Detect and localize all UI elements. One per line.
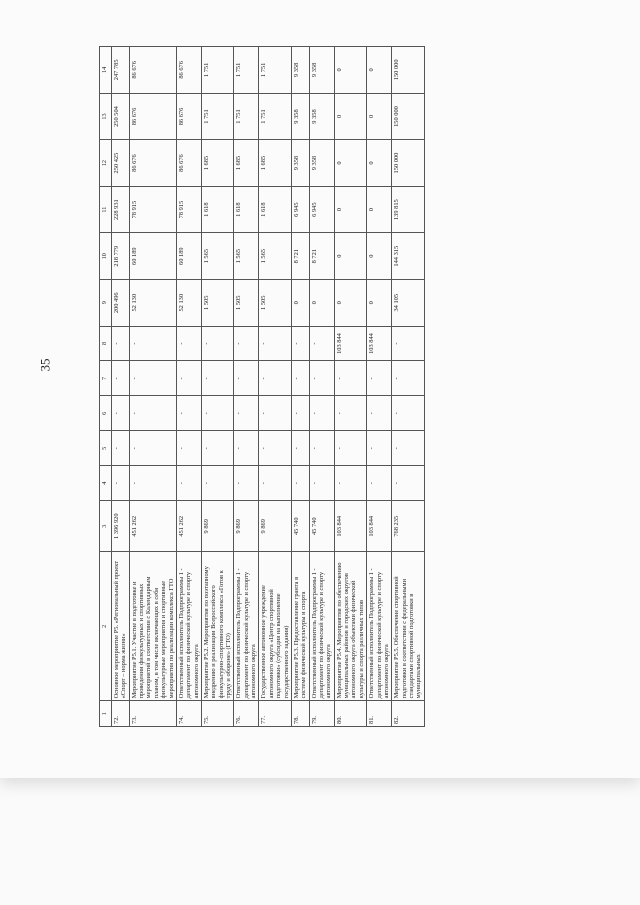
amount-cell: 6 945 <box>309 186 334 233</box>
amount-cell: - <box>234 466 259 501</box>
amount-cell: 86 676 <box>176 93 201 140</box>
amount-cell: 86 676 <box>176 140 201 187</box>
table-row <box>291 47 309 727</box>
amount-cell: - <box>334 396 366 431</box>
amount-cell: 0 <box>291 279 309 326</box>
amount-cell: - <box>334 466 366 501</box>
amount-cell: - <box>259 466 291 501</box>
amount-cell: - <box>234 326 259 361</box>
amount-cell: 52 130 <box>129 279 176 326</box>
column-header: 1 <box>100 701 112 727</box>
page-number: 35 <box>37 358 53 372</box>
amount-cell: 1 618 <box>234 186 259 233</box>
table-row <box>129 47 176 727</box>
amount-cell: 9 869 <box>234 501 259 552</box>
amount-cell: 0 <box>367 279 392 326</box>
amount-cell: 9 358 <box>309 47 334 94</box>
amount-cell: 60 189 <box>176 233 201 280</box>
amount-cell: - <box>367 396 392 431</box>
amount-cell: - <box>291 466 309 501</box>
amount-cell: 103 844 <box>367 326 392 361</box>
amount-cell: 103 844 <box>367 501 392 552</box>
amount-cell: 52 130 <box>176 279 201 326</box>
amount-cell: 1 751 <box>201 93 233 140</box>
activity-name-cell: Мероприятие Р5.2. Мероприятия по поэтапному внедрению и реализации Всероссийского физкультурно-спортивного комплекса «Готов к труду и обороне» (ГТО) <box>201 552 233 701</box>
amount-cell: - <box>259 361 291 396</box>
amount-cell: 1 565 <box>201 233 233 280</box>
amount-cell: - <box>176 396 201 431</box>
amount-cell: 0 <box>309 279 334 326</box>
column-header: 5 <box>100 431 112 466</box>
amount-cell: - <box>367 466 392 501</box>
column-header: 13 <box>100 93 112 140</box>
rotated-table-wrapper <box>99 46 575 727</box>
amount-cell: 247 785 <box>112 47 130 94</box>
amount-cell: 0 <box>334 233 366 280</box>
column-header: 7 <box>100 361 112 396</box>
amount-cell: - <box>201 431 233 466</box>
amount-cell: 250 504 <box>112 93 130 140</box>
column-header: 12 <box>100 140 112 187</box>
row-number-cell: 79. <box>309 701 334 727</box>
amount-cell: - <box>112 396 130 431</box>
amount-cell: 144 315 <box>392 233 424 280</box>
amount-cell: - <box>291 396 309 431</box>
amount-cell: - <box>129 431 176 466</box>
table-row <box>367 47 392 727</box>
amount-cell: - <box>291 326 309 361</box>
amount-cell: - <box>129 466 176 501</box>
amount-cell: 0 <box>367 93 392 140</box>
amount-cell: - <box>176 431 201 466</box>
amount-cell: 86 676 <box>176 47 201 94</box>
amount-cell: 1 505 <box>201 279 233 326</box>
activity-name-cell: Ответственный исполнитель Подпрограммы 1 - департамент по физической культуре и спорту автономного округа <box>367 552 392 701</box>
amount-cell: - <box>129 326 176 361</box>
amount-cell: 6 945 <box>291 186 309 233</box>
row-number-cell: 78. <box>291 701 309 727</box>
table-row <box>234 47 259 727</box>
column-header: 2 <box>100 552 112 701</box>
column-header: 11 <box>100 186 112 233</box>
amount-cell: - <box>392 466 424 501</box>
column-header: 8 <box>100 326 112 361</box>
budget-table <box>99 46 425 727</box>
amount-cell: 0 <box>334 186 366 233</box>
amount-cell: - <box>291 431 309 466</box>
amount-cell: 8 721 <box>291 233 309 280</box>
amount-cell: - <box>201 396 233 431</box>
activity-name-cell: Мероприятие Р5.3. Предоставление гранта в системе физической культуры и спорта <box>291 552 309 701</box>
activity-name-cell: Государственное автономное учреждение автономного округа «Центр спортивной подготовки» (субсидия на выполнение государственного задания) <box>259 552 291 701</box>
amount-cell: 1 396 920 <box>112 501 130 552</box>
amount-cell: 34 105 <box>392 279 424 326</box>
column-header: 14 <box>100 47 112 94</box>
amount-cell: 78 915 <box>176 186 201 233</box>
row-number-cell: 75. <box>201 701 233 727</box>
amount-cell: 139 815 <box>392 186 424 233</box>
amount-cell: - <box>392 326 424 361</box>
amount-cell: - <box>392 431 424 466</box>
amount-cell: - <box>112 466 130 501</box>
amount-cell: 78 915 <box>129 186 176 233</box>
amount-cell: 0 <box>367 233 392 280</box>
activity-name-cell: Мероприятие Р5.4. Мероприятия по обеспечению муниципальных районов и городских округов автономного округа объектами физической культуры и спорта различных типов <box>334 552 366 701</box>
row-number-cell: 72. <box>112 701 130 727</box>
amount-cell: 150 000 <box>392 140 424 187</box>
amount-cell: - <box>129 361 176 396</box>
amount-cell: - <box>259 431 291 466</box>
amount-cell: 86 676 <box>129 93 176 140</box>
amount-cell: 1 751 <box>259 47 291 94</box>
table-row <box>259 47 291 727</box>
amount-cell: 9 358 <box>291 47 309 94</box>
column-header: 3 <box>100 501 112 552</box>
amount-cell: 45 740 <box>309 501 334 552</box>
amount-cell: 150 000 <box>392 47 424 94</box>
amount-cell: - <box>201 361 233 396</box>
row-number-cell: 76. <box>234 701 259 727</box>
table-row <box>334 47 366 727</box>
amount-cell: 86 676 <box>129 140 176 187</box>
amount-cell: - <box>176 466 201 501</box>
amount-cell: - <box>309 466 334 501</box>
activity-name-cell: Мероприятие Р5.5. Обеспечение спортивной подготовки в соответствии с федеральными стандартами спортивной подготовки в муниципальных <box>392 552 424 701</box>
amount-cell: 1 565 <box>234 233 259 280</box>
amount-cell: - <box>392 361 424 396</box>
amount-cell: 103 844 <box>334 326 366 361</box>
amount-cell: 451 262 <box>176 501 201 552</box>
activity-name-cell: Мероприятие Р5.1. Участие в подготовке и проведении физкультурных и спортивных мероприятий в соответствии с Календарным планом, в том числе включающих в себя физкультурные мероприятия и спортивные мероприятия по реализации комплекса ГТО <box>129 552 176 701</box>
row-number-cell: 73. <box>129 701 176 727</box>
amount-cell: - <box>176 326 201 361</box>
amount-cell: 9 869 <box>201 501 233 552</box>
amount-cell: 228 931 <box>112 186 130 233</box>
activity-name-cell: Основное мероприятие Р5. «Региональный проект «Спорт – норма жизни» <box>112 552 130 701</box>
amount-cell: 1 618 <box>259 186 291 233</box>
amount-cell: - <box>309 396 334 431</box>
row-number-cell: 74. <box>176 701 201 727</box>
amount-cell: 0 <box>367 47 392 94</box>
amount-cell: 9 358 <box>309 140 334 187</box>
column-header: 10 <box>100 233 112 280</box>
amount-cell: - <box>234 431 259 466</box>
row-number-cell: 82. <box>392 701 424 727</box>
amount-cell: 250 425 <box>112 140 130 187</box>
activity-name-cell: Ответственный исполнитель Подпрограммы 1 - департамент по физической культуре и спорту автономного округа <box>309 552 334 701</box>
amount-cell: - <box>309 361 334 396</box>
column-header: 6 <box>100 396 112 431</box>
activity-name-cell: Ответственный исполнитель Подпрограммы 1 - департамент по физической культуре и спорту автономного округа <box>234 552 259 701</box>
amount-cell: 1 685 <box>234 140 259 187</box>
amount-cell: 1 685 <box>201 140 233 187</box>
amount-cell: 60 189 <box>129 233 176 280</box>
column-header: 9 <box>100 279 112 326</box>
amount-cell: - <box>367 361 392 396</box>
table-body <box>112 47 425 727</box>
amount-cell: 1 618 <box>201 186 233 233</box>
row-number-cell: 81. <box>367 701 392 727</box>
amount-cell: 218 779 <box>112 233 130 280</box>
table-row <box>392 47 424 727</box>
amount-cell: 150 000 <box>392 93 424 140</box>
amount-cell: 0 <box>334 140 366 187</box>
amount-cell: - <box>112 361 130 396</box>
amount-cell: - <box>309 431 334 466</box>
table-row <box>112 47 130 727</box>
amount-cell: 1 505 <box>234 279 259 326</box>
amount-cell: 768 235 <box>392 501 424 552</box>
amount-cell: - <box>392 396 424 431</box>
amount-cell: - <box>201 466 233 501</box>
amount-cell: - <box>334 431 366 466</box>
amount-cell: 1 751 <box>201 47 233 94</box>
amount-cell: - <box>112 431 130 466</box>
amount-cell: - <box>234 396 259 431</box>
amount-cell: 451 262 <box>129 501 176 552</box>
amount-cell: 0 <box>334 47 366 94</box>
amount-cell: 200 496 <box>112 279 130 326</box>
table-row <box>201 47 233 727</box>
amount-cell: 9 358 <box>309 93 334 140</box>
amount-cell: - <box>309 326 334 361</box>
amount-cell: - <box>291 361 309 396</box>
amount-cell: 9 358 <box>291 93 309 140</box>
table-row <box>309 47 334 727</box>
amount-cell: - <box>334 361 366 396</box>
row-number-cell: 80. <box>334 701 366 727</box>
amount-cell: 8 721 <box>309 233 334 280</box>
amount-cell: - <box>234 361 259 396</box>
amount-cell: 1 565 <box>259 233 291 280</box>
amount-cell: - <box>259 326 291 361</box>
amount-cell: 1 505 <box>259 279 291 326</box>
amount-cell: 1 685 <box>259 140 291 187</box>
amount-cell: - <box>201 326 233 361</box>
amount-cell: 86 676 <box>129 47 176 94</box>
amount-cell: - <box>259 396 291 431</box>
amount-cell: 0 <box>334 93 366 140</box>
amount-cell: 1 751 <box>234 93 259 140</box>
amount-cell: 103 844 <box>334 501 366 552</box>
amount-cell: - <box>129 396 176 431</box>
amount-cell: 9 358 <box>291 140 309 187</box>
amount-cell: 1 751 <box>234 47 259 94</box>
activity-name-cell: Ответственный исполнитель Подпрограммы 1 - департамент по физической культуре и спорту автономного округа <box>176 552 201 701</box>
column-header: 4 <box>100 466 112 501</box>
amount-cell: 9 869 <box>259 501 291 552</box>
amount-cell: 0 <box>367 140 392 187</box>
amount-cell: - <box>367 431 392 466</box>
amount-cell: - <box>112 326 130 361</box>
header-row <box>100 47 112 727</box>
amount-cell: 0 <box>334 279 366 326</box>
amount-cell: 0 <box>367 186 392 233</box>
table-row <box>176 47 201 727</box>
amount-cell: 45 740 <box>291 501 309 552</box>
row-number-cell: 77. <box>259 701 291 727</box>
amount-cell: - <box>176 361 201 396</box>
amount-cell: 1 751 <box>259 93 291 140</box>
